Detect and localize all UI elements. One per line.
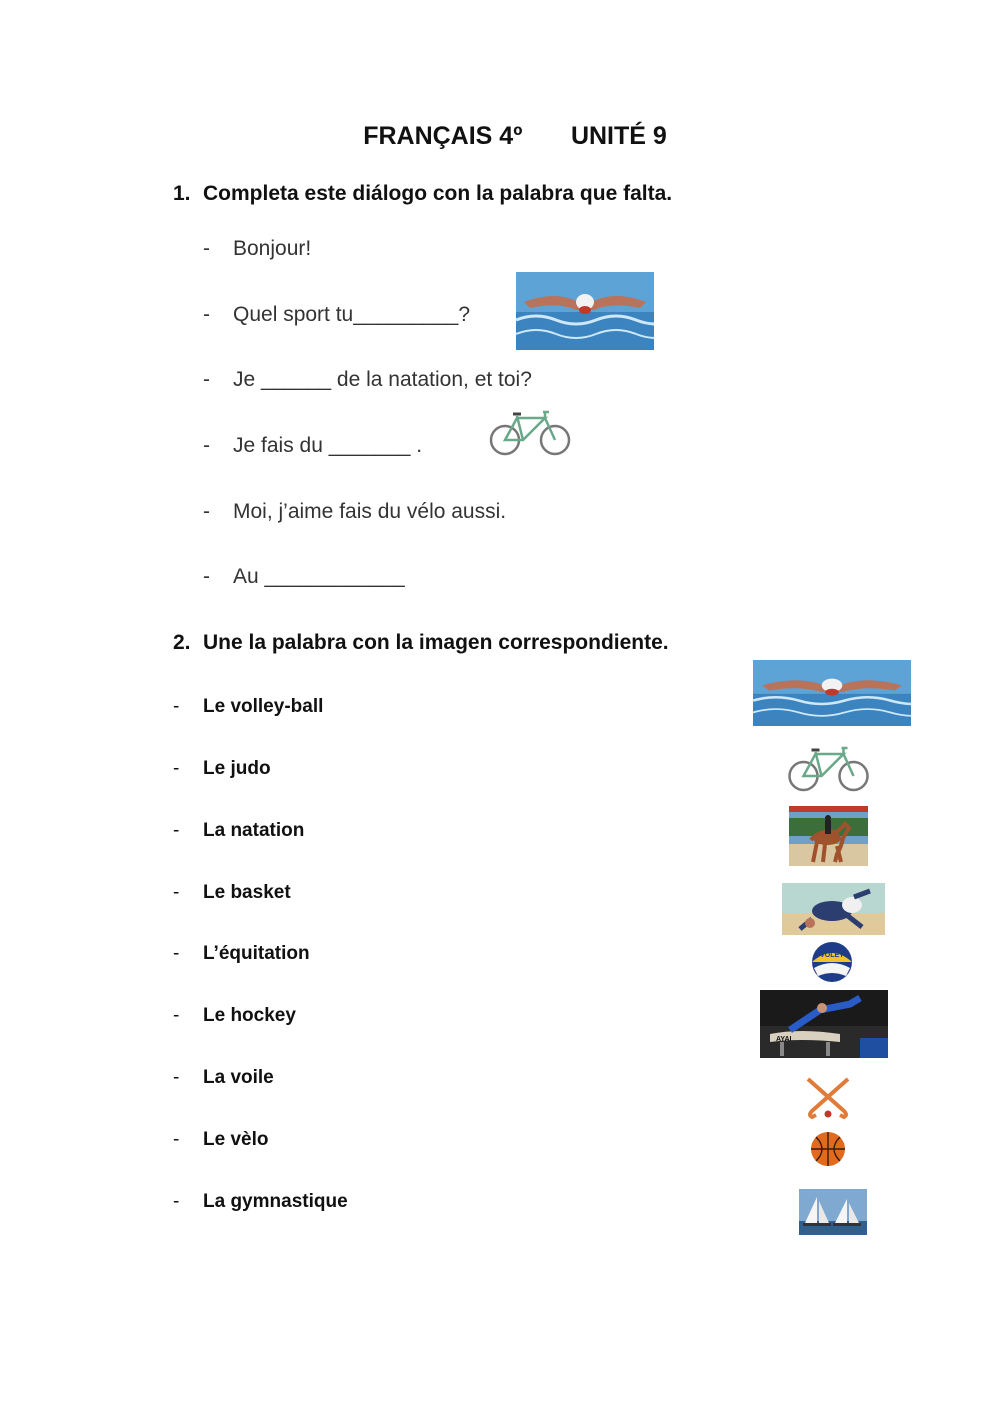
sport-word: - Le judo <box>173 758 271 779</box>
sport-word: - La voile <box>173 1067 274 1088</box>
section2-heading-text: Une la palabra con la imagen correspondiente. <box>203 631 669 654</box>
volleyball-image <box>806 940 858 984</box>
section1-heading-text: Completa este diálogo con la palabra que falta. <box>203 182 673 205</box>
basketball-image <box>809 1129 847 1169</box>
sport-word: - La natation <box>173 820 305 841</box>
dialogue-line: - Au ____________ <box>203 565 405 588</box>
sport-word: - L’équitation <box>173 943 310 964</box>
gymnastics-image <box>760 990 888 1058</box>
sport-word: - Le hockey <box>173 1005 296 1026</box>
hockey-image <box>800 1075 856 1121</box>
equestrian-image <box>789 806 868 866</box>
section2-heading <box>173 631 669 655</box>
section1-heading <box>173 182 672 206</box>
sport-word: - La gymnastique <box>173 1191 348 1212</box>
section1-number: 1. <box>173 182 191 205</box>
dialogue-line: - Bonjour! <box>203 237 312 260</box>
sport-word: - Le basket <box>173 882 291 903</box>
sailing-image <box>799 1189 867 1235</box>
sport-word: - Le volley-ball <box>173 696 324 717</box>
judo-image <box>782 883 885 935</box>
sport-word: - Le vèlo <box>173 1129 269 1150</box>
volleyball-brand-label: VOLEY <box>820 952 844 959</box>
bicycle-image <box>785 740 873 795</box>
swimmer-image <box>753 660 911 726</box>
dialogue-line: - Quel sport tu_________? <box>203 303 471 326</box>
page-title: FRANÇAIS 4º UNITÉ 9 <box>363 122 667 150</box>
dialogue-line: - Je fais du _______ . <box>203 434 423 457</box>
gymnastics-brand-label: AYAI <box>776 1036 792 1043</box>
dialogue-line: - Moi, j’aime fais du vélo aussi. <box>203 500 507 523</box>
dialogue-line: - Je ______ de la natation, et toi? <box>203 368 532 391</box>
section2-number: 2. <box>173 631 191 654</box>
bicycle-image <box>487 404 574 459</box>
swimmer-image <box>516 272 654 350</box>
